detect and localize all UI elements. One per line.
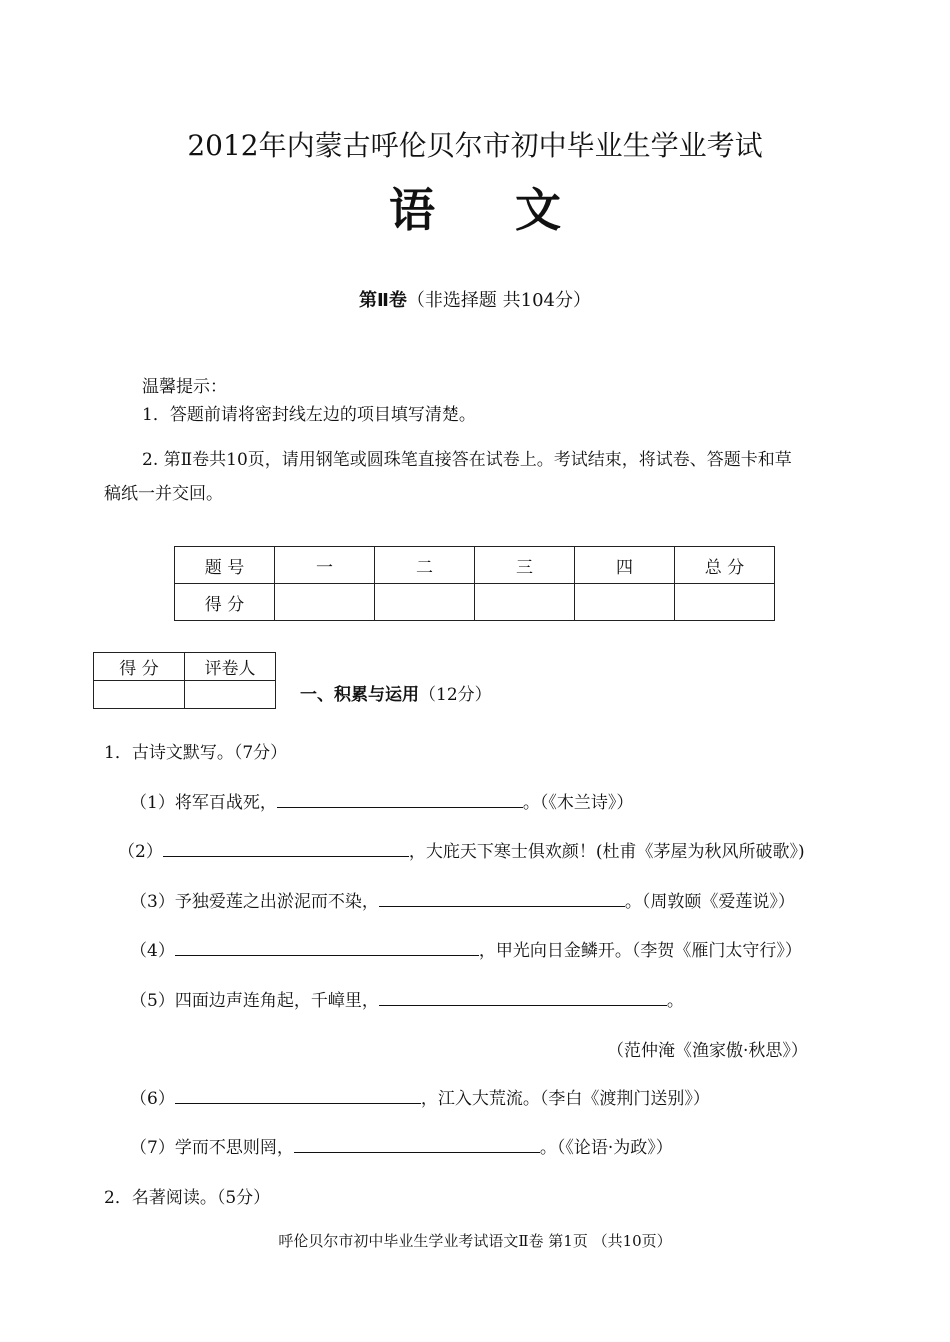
answer-blank[interactable] xyxy=(294,1136,540,1153)
score-table xyxy=(174,546,775,621)
tip-item-2: 2. 第Ⅱ卷共10页，请用钢笔或圆珠笔直接答在试卷上。考试结束，将试卷、答题卡和草 xyxy=(142,450,792,470)
recitation-item-2 xyxy=(118,837,805,862)
grader-entry-row xyxy=(94,681,276,709)
recitation-item-1 xyxy=(130,788,633,813)
answer-blank[interactable] xyxy=(163,840,409,857)
grader-score-entry[interactable] xyxy=(94,681,185,709)
grader-name-entry[interactable] xyxy=(185,681,276,709)
page-footer: 呼伦贝尔市初中毕业生学业考试语文Ⅱ卷 第1页 （共10页） xyxy=(278,1232,672,1250)
recitation-item-3 xyxy=(130,887,795,912)
question-2: 2．名著阅读。（5分） xyxy=(104,1188,271,1208)
answer-blank[interactable] xyxy=(379,890,625,907)
question-1: 1．古诗文默写。（7分） xyxy=(104,743,288,763)
recitation-item-5 xyxy=(130,986,684,1011)
item-suffix: 。（《论语·为政》） xyxy=(539,1138,673,1158)
subject-char-1: 语 xyxy=(389,183,435,237)
recitation-item-7 xyxy=(130,1133,673,1158)
score-entry-cell[interactable] xyxy=(375,584,475,621)
tips-heading: 温馨提示： xyxy=(142,377,227,397)
tip-item-1: 1．答题前请将密封线左边的项目填写清楚。 xyxy=(142,405,476,425)
item-suffix: ，甲光向日金鳞开。（李贺《雁门太守行》） xyxy=(478,941,802,961)
recitation-item-5-source: （范仲淹《渔家傲·秋思》） xyxy=(607,1041,808,1061)
score-entry-cell[interactable] xyxy=(575,584,675,621)
score-cell: 总 分 xyxy=(675,547,775,584)
volume-label: 第Ⅱ卷 xyxy=(359,290,407,311)
grader-table xyxy=(93,652,276,709)
item-prefix: （5）四面边声连角起，千嶂里， xyxy=(130,991,379,1011)
item-prefix: （4） xyxy=(130,941,175,961)
answer-blank[interactable] xyxy=(175,1087,421,1104)
score-cell: 得 分 xyxy=(175,584,275,621)
recitation-item-4 xyxy=(130,936,802,961)
score-cell: 题 号 xyxy=(175,547,275,584)
item-prefix: （1）将军百战死， xyxy=(130,793,277,813)
item-prefix: （2） xyxy=(118,842,163,862)
exam-title: 2012年内蒙古呼伦贝尔市初中毕业生学业考试 xyxy=(187,129,763,162)
section-1-points: （12分） xyxy=(419,685,492,705)
score-cell: 一 xyxy=(275,547,375,584)
score-cell: 三 xyxy=(475,547,575,584)
recitation-item-6 xyxy=(130,1084,710,1109)
section-1-heading xyxy=(300,680,492,705)
subject-char-2: 文 xyxy=(515,183,561,237)
item-prefix: （3）予独爱莲之出淤泥而不染， xyxy=(130,892,379,912)
score-cell: 二 xyxy=(375,547,475,584)
grader-header-row xyxy=(94,653,276,681)
item-suffix: 。（周敦颐《爱莲说》） xyxy=(624,892,795,912)
item-prefix: （6） xyxy=(130,1089,175,1109)
answer-blank[interactable] xyxy=(379,989,667,1006)
answer-blank[interactable] xyxy=(277,791,523,808)
item-suffix: 。（《木兰诗》） xyxy=(522,793,634,813)
grader-name-label: 评卷人 xyxy=(185,653,276,681)
volume-heading xyxy=(0,286,950,312)
volume-note: （非选择题 共104分） xyxy=(406,290,591,311)
item-prefix: （7）学而不思则罔， xyxy=(130,1138,294,1158)
score-entry-cell[interactable] xyxy=(675,584,775,621)
score-table-score-row xyxy=(175,584,775,621)
grader-score-label: 得 分 xyxy=(94,653,185,681)
score-cell: 四 xyxy=(575,547,675,584)
score-entry-cell[interactable] xyxy=(475,584,575,621)
section-1-title: 一、积累与运用 xyxy=(300,685,419,705)
score-entry-cell[interactable] xyxy=(275,584,375,621)
score-table-header-row xyxy=(175,547,775,584)
item-suffix: ，江入大荒流。（李白《渡荆门送别》） xyxy=(420,1089,710,1109)
item-suffix: 。 xyxy=(666,991,684,1011)
subject-title xyxy=(0,174,950,240)
answer-blank[interactable] xyxy=(175,939,479,956)
item-suffix: ，大庇天下寒士俱欢颜！(杜甫《茅屋为秋风所破歌》) xyxy=(408,842,805,862)
tip-item-2-continued: 稿纸一并交回。 xyxy=(104,484,223,504)
